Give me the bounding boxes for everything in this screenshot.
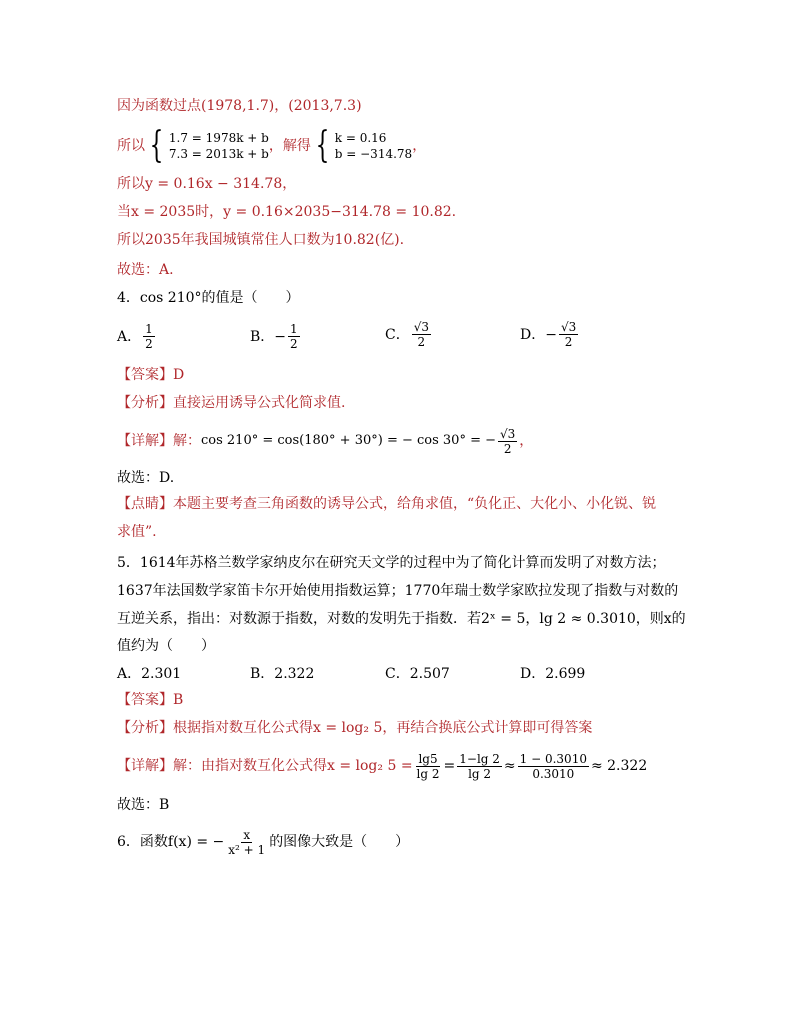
answer-value: B: [173, 692, 184, 708]
option-label: C．: [385, 326, 410, 343]
comment-tag: 【点睛】: [117, 496, 173, 512]
question-5: 值约为（ ）: [117, 638, 215, 654]
answer-tag: 【答案】: [117, 367, 173, 383]
analysis-text: 根据指对数互化公式得x = log₂ 5，再结合换底公式计算即可得答案: [173, 720, 593, 736]
choose-line: 故选：B: [117, 797, 170, 813]
question-prefix: 6．函数f(x) = −: [117, 834, 225, 850]
option-a: [117, 322, 157, 351]
question-5: 互逆关系，指出：对数源于指数，对数的发明先于指数．若2ˣ = 5，lg 2 ≈ 0.3010，则x的: [117, 611, 686, 627]
analysis-line: [117, 718, 592, 738]
answer-value: D: [173, 367, 185, 383]
option-label: B．−: [250, 328, 287, 345]
text-mid: ，解得: [268, 138, 311, 154]
equation: 1.7 = 1978k + b: [168, 131, 269, 145]
detail-line: [117, 424, 533, 458]
numerator: 1−lg 2: [459, 751, 500, 766]
equation: 7.3 = 2013k + b: [168, 147, 269, 161]
comment-line: 求值”.: [117, 524, 157, 540]
denominator: 2: [503, 441, 512, 456]
equation-system: { 1.7 = 1978k + b 7.3 = 2013k + b: [149, 125, 269, 166]
option-d: D．2.699: [520, 666, 586, 682]
denominator: lg 2: [468, 766, 492, 781]
question-4: 4．cos 210°的值是（ ）: [117, 290, 300, 306]
detail-line: [117, 748, 647, 784]
option-label: D．−: [520, 326, 557, 343]
question-5: 1637年法国数学家笛卡尔开始使用指数运算；1770年瑞士数学家欧拉发现了指数与对数的: [117, 583, 679, 599]
text-line: 故选：A.: [117, 262, 174, 278]
denominator: lg 2: [416, 766, 440, 781]
question-6: [117, 824, 409, 860]
denominator: x² + 1: [228, 842, 266, 857]
answer-line: [117, 690, 183, 710]
comment-text: 本题主要考查三角函数的诱导公式，给角求值，“负化正、大化小、小化锐、锐: [173, 496, 657, 512]
detail-equation: cos 210° = cos(180° + 30°) = − cos 30° = −: [201, 433, 497, 448]
equals-sign: =: [443, 758, 456, 774]
analysis-text: 直接运用诱导公式化简求值.: [173, 395, 346, 411]
text-line: 因为函数过点(1978,1.7)，(2013,7.3): [117, 98, 362, 114]
option-b: [250, 322, 302, 351]
detail-tag: 【详解】: [117, 758, 173, 774]
option-c: [385, 320, 433, 349]
detail-tag: 【详解】: [117, 433, 173, 449]
text-end: ，: [412, 138, 427, 154]
numerator: 1: [290, 322, 298, 336]
system-line: [117, 126, 426, 166]
option-b: B．2.322: [250, 666, 315, 682]
analysis-line: [117, 393, 345, 413]
equation: k = 0.16: [334, 131, 387, 145]
option-d: [520, 320, 580, 349]
analysis-tag: 【分析】: [117, 395, 173, 411]
numerator: √3: [560, 320, 577, 334]
detail-prefix: 解：由指对数互化公式得x = log₂ 5 =: [173, 758, 413, 774]
numerator: 1: [145, 322, 153, 336]
text-line: 当x = 2035时，y = 0.16×2035−314.78 = 10.82.: [117, 204, 457, 220]
question-5: 5．1614年苏格兰数学家纳皮尔在研究天文学的过程中为了简化计算而发明了对数方法；: [117, 555, 666, 571]
denominator: 0.3010: [532, 766, 575, 781]
numerator: lg5: [418, 751, 438, 766]
text-prefix: 所以: [117, 138, 145, 154]
comment-line: [117, 494, 656, 514]
answer-line: [117, 365, 184, 385]
result: ≈ 2.322: [590, 758, 648, 774]
denominator: 2: [290, 337, 298, 351]
solution-system: { k = 0.16 b = −314.78: [315, 125, 413, 166]
numerator: √3: [500, 426, 516, 441]
numerator: 1 − 0.3010: [519, 751, 587, 766]
question-suffix: 的图像大致是（ ）: [269, 834, 410, 850]
denominator: 2: [564, 335, 573, 349]
answer-tag: 【答案】: [117, 692, 173, 708]
equation: b = −314.78: [334, 147, 413, 161]
option-c: C．2.507: [385, 666, 450, 682]
text-line: 所以y = 0.16x − 314.78，: [117, 176, 297, 192]
option-label: A．: [117, 328, 142, 345]
denominator: 2: [417, 335, 426, 349]
detail-prefix: 解：: [173, 433, 201, 449]
approx-sign: ≈: [503, 758, 516, 774]
analysis-tag: 【分析】: [117, 720, 173, 736]
option-a: A．2.301: [117, 666, 182, 682]
denominator: 2: [145, 337, 153, 351]
numerator: x: [243, 827, 251, 842]
text-line: 所以2035年我国城镇常住人口数为10.82(亿).: [117, 232, 405, 248]
numerator: √3: [413, 320, 429, 334]
detail-end: ，: [519, 433, 534, 449]
choose-line: 故选：D.: [117, 470, 175, 486]
